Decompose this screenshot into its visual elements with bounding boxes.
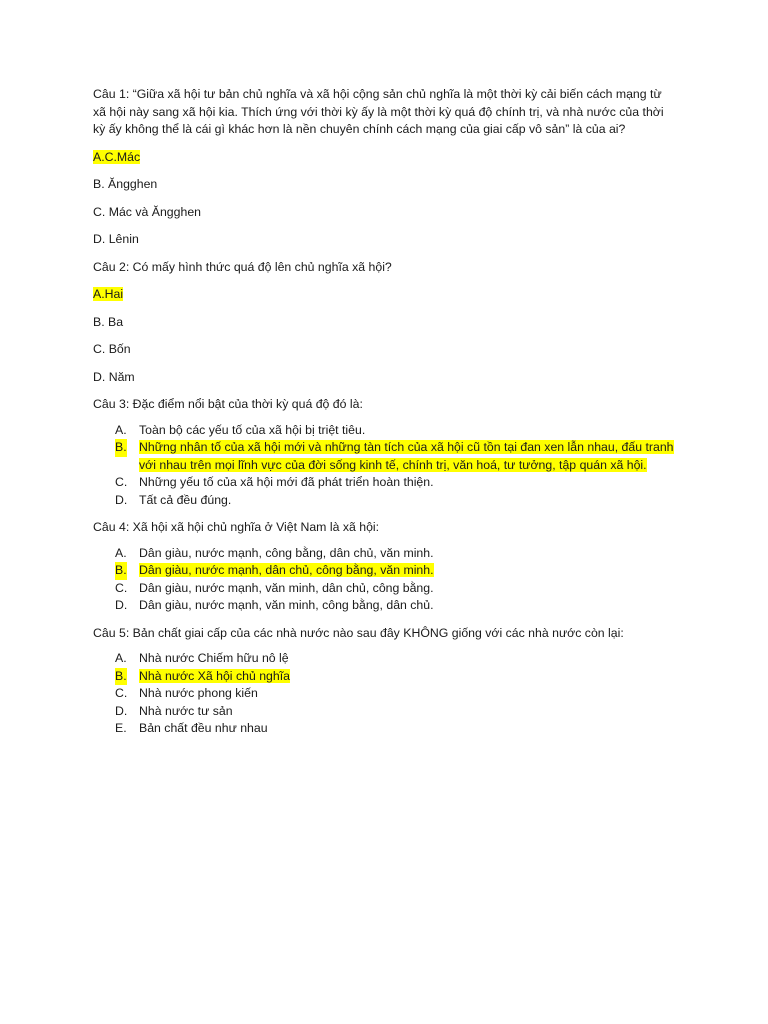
q5-option-c-text: Nhà nước phong kiến xyxy=(139,686,258,700)
q3-option-b-letter: B. xyxy=(115,439,127,457)
q5-option-b-letter: B. xyxy=(115,668,127,686)
q4-options-list xyxy=(93,545,675,615)
q2-option-c: C. Bốn xyxy=(93,342,131,356)
q5-option-e-letter: E. xyxy=(115,721,127,735)
question-4: Câu 4: Xã hội xã hội chủ nghĩa ở Việt Nam là xã hội: xyxy=(93,520,380,534)
q3-option-c-letter: C. xyxy=(115,475,128,489)
q5-option-d-letter: D. xyxy=(115,703,128,718)
q3-option-c-text: Những yếu tố của xã hội mới đã phát triển hoàn thiện. xyxy=(139,475,434,489)
q5-option-a-letter: A. xyxy=(115,651,127,665)
question-5: Câu 5: Bản chất giai cấp của các nhà nước nào sau đây KHÔNG giống với các nhà nước còn lại: xyxy=(93,625,624,640)
q3-option-b-answer-highlight: Những nhân tố của xã hội mới và những tàn tích của xã hội cũ tồn tại đan xen lẫn nhau, đấu tranh với nhau trên mọi lĩnh vực của đời sống kinh tế, chính trị, văn hoá, tư tưởng, tập quán xã hội. xyxy=(139,440,674,472)
q3-option-b xyxy=(93,439,675,474)
q5-options-list xyxy=(93,650,675,738)
q5-option-b xyxy=(93,668,675,686)
q3-option-d-text: Tất cả đều đúng. xyxy=(139,492,232,507)
q4-option-a-letter: A. xyxy=(115,545,127,560)
q5-option-c-letter: C. xyxy=(115,686,128,700)
q4-option-b-answer-highlight: Dân giàu, nước mạnh, dân chủ, công bằng, văn minh. xyxy=(139,563,434,577)
q3-option-a-text: Toàn bộ các yếu tố của xã hội bị triệt tiêu. xyxy=(139,422,366,437)
q5-option-a-text: Nhà nước Chiếm hữu nô lệ xyxy=(139,651,289,665)
q2-option-a xyxy=(93,286,675,304)
q1-option-d: D. Lênin xyxy=(93,232,139,246)
q3-option-a-letter: A. xyxy=(115,422,127,437)
q5-option-c xyxy=(93,685,675,703)
q5-option-a xyxy=(93,650,675,668)
question-2: Câu 2: Có mấy hình thức quá độ lên chủ nghĩa xã hội? xyxy=(93,259,392,274)
q5-option-e-text: Bản chất đều như nhau xyxy=(139,721,268,735)
q4-option-c-letter: C. xyxy=(115,580,128,595)
q3-options-list xyxy=(93,422,675,510)
q3-option-d xyxy=(93,492,675,510)
q5-option-e xyxy=(93,720,675,738)
document-body xyxy=(93,86,675,748)
q1-option-a-answer-highlight: A.C.Mác xyxy=(93,149,141,164)
question-1: Câu 1: “Giữa xã hội tư bản chủ nghĩa và xã hội cộng sản chủ nghĩa là một thời kỳ cải biến cách mạng từ xã hội này sang xã hội kia. Thích ứng với thời kỳ ấy là một thời kỳ quá độ chính trị, và nhà nước của thời kỳ ấy không thể là cái gì khác hơn là nền chuyên chính cách mạng của giai cấp vô sản” là của ai? xyxy=(93,87,664,136)
q4-option-a-text: Dân giàu, nước mạnh, công bằng, dân chủ, văn minh. xyxy=(139,545,434,560)
q2-option-a-answer-highlight: A.Hai xyxy=(93,287,124,301)
q5-option-d xyxy=(93,703,675,721)
q4-option-a xyxy=(93,545,675,563)
q1-option-a xyxy=(93,149,675,167)
q3-option-c xyxy=(93,474,675,492)
q2-option-b: B. Ba xyxy=(93,314,124,329)
q1-option-b: B. Ăngghen xyxy=(93,177,158,191)
q3-option-a xyxy=(93,422,675,440)
q5-option-d-text: Nhà nước tư sản xyxy=(139,703,233,718)
q4-option-c xyxy=(93,580,675,598)
q4-option-d xyxy=(93,597,675,615)
q1-option-c: C. Mác và Ăngghen xyxy=(93,204,202,219)
q4-option-d-letter: D. xyxy=(115,598,128,612)
q4-option-d-text: Dân giàu, nước mạnh, văn minh, công bằng, dân chủ. xyxy=(139,598,434,612)
q2-option-d: D. Năm xyxy=(93,369,135,384)
q4-option-b xyxy=(93,562,675,580)
q5-option-b-answer-highlight: Nhà nước Xã hội chủ nghĩa xyxy=(139,668,290,683)
q4-option-b-letter: B. xyxy=(115,562,127,580)
q4-option-c-text: Dân giàu, nước mạnh, văn minh, dân chủ, công bằng. xyxy=(139,580,434,595)
question-3: Câu 3: Đặc điểm nổi bật của thời kỳ quá độ đó là: xyxy=(93,397,363,411)
q3-option-d-letter: D. xyxy=(115,492,128,507)
